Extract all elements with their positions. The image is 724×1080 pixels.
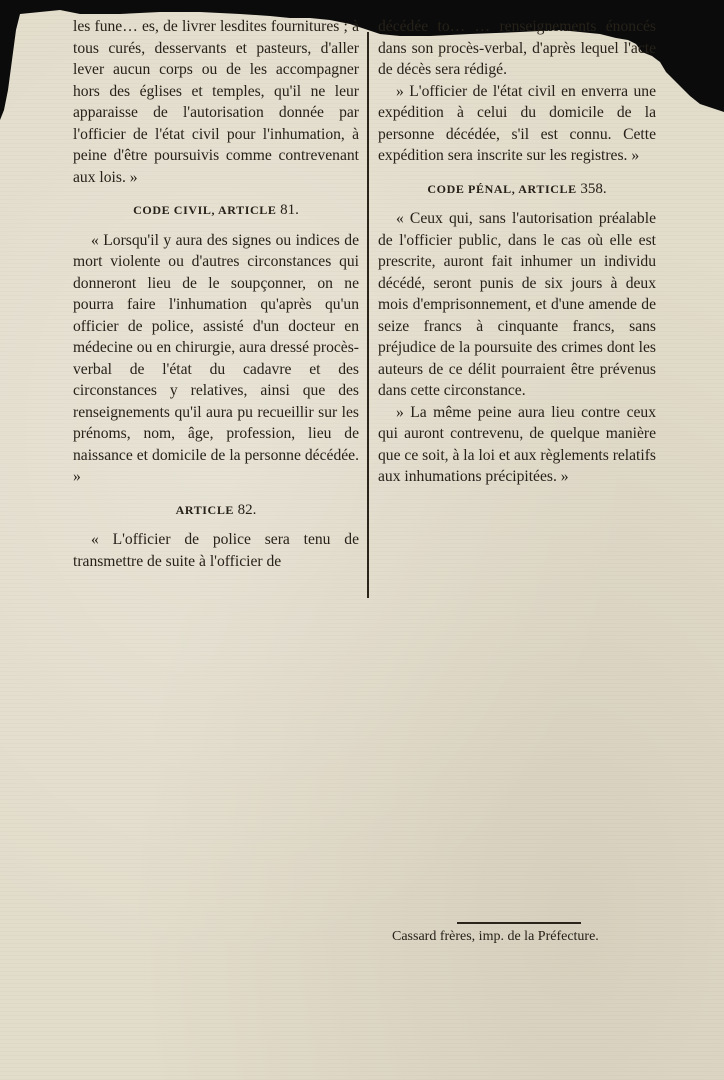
- left-column: [73, 16, 359, 572]
- right-paragraph-3: « Ceux qui, sans l'autorisation préalable de l'officier public, dans le cas où elle est prescrite, auront fait inhumer un individu décédé, seront punis de six jours à deux mois d'emprisonnement, et d'une amende de seize francs à cinquante francs, sans préjudice de la poursuite des crimes dont les auteurs de ce délit pourraient être prévenus dans cette circonstance.: [378, 210, 656, 399]
- left-paragraph-1: les fune… es, de livrer lesdites fournitures ; à tous curés, desservants et pasteurs, d'aller lever aucun corps ou de les accompagner hors des églises et temples, qu'il ne leur apparaisse de l'autorisation donnée par l'officier de l'état civil pour l'inhumation, à peine d'être poursuivis comme contrevenant aux lois. »: [73, 18, 359, 186]
- heading-label: CODE CIVIL, ARTICLE: [133, 203, 277, 217]
- printer-imprint: Cassard frères, imp. de la Préfecture.: [392, 929, 599, 944]
- right-paragraph-1: décédée to… … renseignements énoncés dans son procès-verbal, d'après lequel l'acte de décès sera rédigé.: [378, 18, 656, 78]
- heading-code-civil-81: [73, 200, 359, 222]
- left-paragraph-2: « Lorsqu'il y aura des signes ou indices de mort violente ou d'autres circonstances qui donneront lieu de le soupçonner, on ne pourra faire l'inhumation qu'après qu'un officier de police, assisté d'un docteur en médecine ou en chirurgie, aura dressé procès-verbal de l'état du cadavre et des circonstances y relatives, ainsi que des renseignements qu'il aura pu recueillir sur les prénoms, nom, âge, profession, lieu de naissance et domicile de la personne décédée. »: [73, 231, 359, 485]
- right-paragraph-4: » La même peine aura lieu contre ceux qui auront contrevenu, de quelque manière que ce soit, à la loi et aux règlements relatifs aux inhumations précipitées. »: [378, 403, 656, 485]
- imprint-rule: [457, 922, 581, 924]
- heading-label: ARTICLE: [175, 502, 235, 517]
- left-paragraph-3: « L'officier de police sera tenu de transmettre de suite à l'officier de: [73, 531, 359, 570]
- article-number: 81.: [280, 202, 299, 218]
- column-divider: [367, 32, 369, 598]
- heading-code-penal-358: [378, 179, 656, 201]
- right-paragraph-2: » L'officier de l'état civil en enverra une expédition à celui du domicile de la personne décédée, s'il est connu. Cette expédition sera inscrite sur les registres. »: [378, 82, 656, 164]
- heading-label: CODE PÉNAL, ARTICLE: [427, 181, 577, 196]
- article-number: 358.: [580, 180, 607, 197]
- right-column: [378, 16, 656, 488]
- article-number: 82.: [237, 501, 257, 518]
- heading-article-82: [73, 500, 359, 522]
